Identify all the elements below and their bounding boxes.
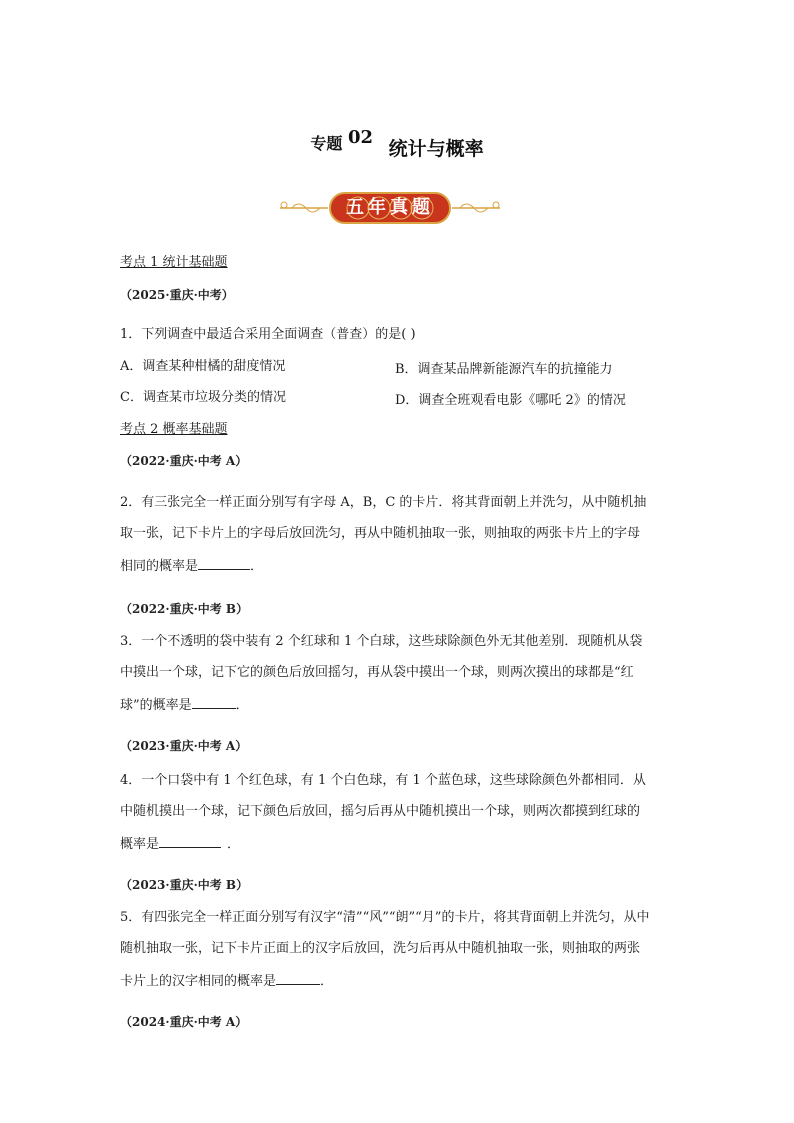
banner-label: 五年真题 [346,197,434,218]
section-heading-probability: 考点 2 概率基础题 [120,422,228,437]
question-text-lead: 球”的概率是 [120,698,192,713]
option-a: A．调查某种柑橘的甜度情况 [120,359,286,374]
banner-ribbon [270,188,510,228]
answer-blank [198,556,250,570]
option-d: D．调查全班观看电影《哪吒 2》的情况 [395,393,626,408]
question-text [120,834,240,854]
answer-blank [276,971,320,985]
question-text: 2．有三张完全一样正面分别写有字母 A，B，C 的卡片．将其背面朝上并洗匀，从中随机抽 [120,495,647,510]
page-title [0,127,794,160]
question-text-lead: 概率是 [120,837,160,852]
option-b: B．调查某品牌新能源汽车的抗撞能力 [395,362,613,377]
title-subtitle: 统计与概率 [388,138,484,160]
question-text-end: ． [250,559,264,574]
question-text: 随机抽取一张，记下卡片正面上的汉字后放回，洗匀后再从中随机抽取一张，则抽取的两张 [120,941,641,956]
title-main: 专题 [310,134,343,153]
question-text-lead: 相同的概率是 [120,559,199,574]
question-text: 3．一个不透明的袋中装有 2 个红球和 1 个白球，这些球除颜色外无其他差别．现随机从袋 [120,634,643,649]
question-source: （2022·重庆·中考 A） [120,454,248,468]
question-text [120,556,263,576]
question-source: （2023·重庆·中考 A） [120,739,248,753]
question-text: 中随机摸出一个球，记下颜色后放回，摇匀后再从中随机摸出一个球，则两次都摸到红球的 [120,804,641,819]
section-heading-statistics: 考点 1 统计基础题 [120,255,228,270]
question-text [120,971,333,991]
question-text-end: ． [227,837,241,852]
question-text: 中摸出一个球，记下它的颜色后放回摇匀，再从袋中摸出一个球，则两次摸出的球都是“红 [120,665,634,680]
title-number: 02 [347,127,374,148]
answer-blank [159,834,221,848]
answer-blank [192,695,236,709]
question-stem: 1．下列调查中最适合采用全面调查（普查）的是( ) [120,327,416,342]
question-source: （2022·重庆·中考 B） [120,602,249,616]
question-text-end: ． [235,698,249,713]
question-text [120,695,249,715]
question-text: 4．一个口袋中有 1 个红色球，有 1 个白色球，有 1 个蓝色球，这些球除颜色外都相同．从 [120,773,646,788]
question-text-end: ． [320,974,334,989]
question-source: （2023·重庆·中考 B） [120,878,249,892]
question-text: 取一张，记下卡片上的字母后放回洗匀，再从中随机抽取一张，则抽取的两张卡片上的字母 [120,526,641,541]
question-text-lead: 卡片上的汉字相同的概率是 [120,974,277,989]
question-source: （2025·重庆·中考） [120,288,234,302]
option-c: C．调查某市垃圾分类的情况 [120,390,286,405]
question-source: （2024·重庆·中考 A） [120,1015,248,1029]
question-text: 5．有四张完全一样正面分别写有汉字“清”“风”“朗”“月”的卡片，将其背面朝上并洗匀，从中 [120,910,650,925]
